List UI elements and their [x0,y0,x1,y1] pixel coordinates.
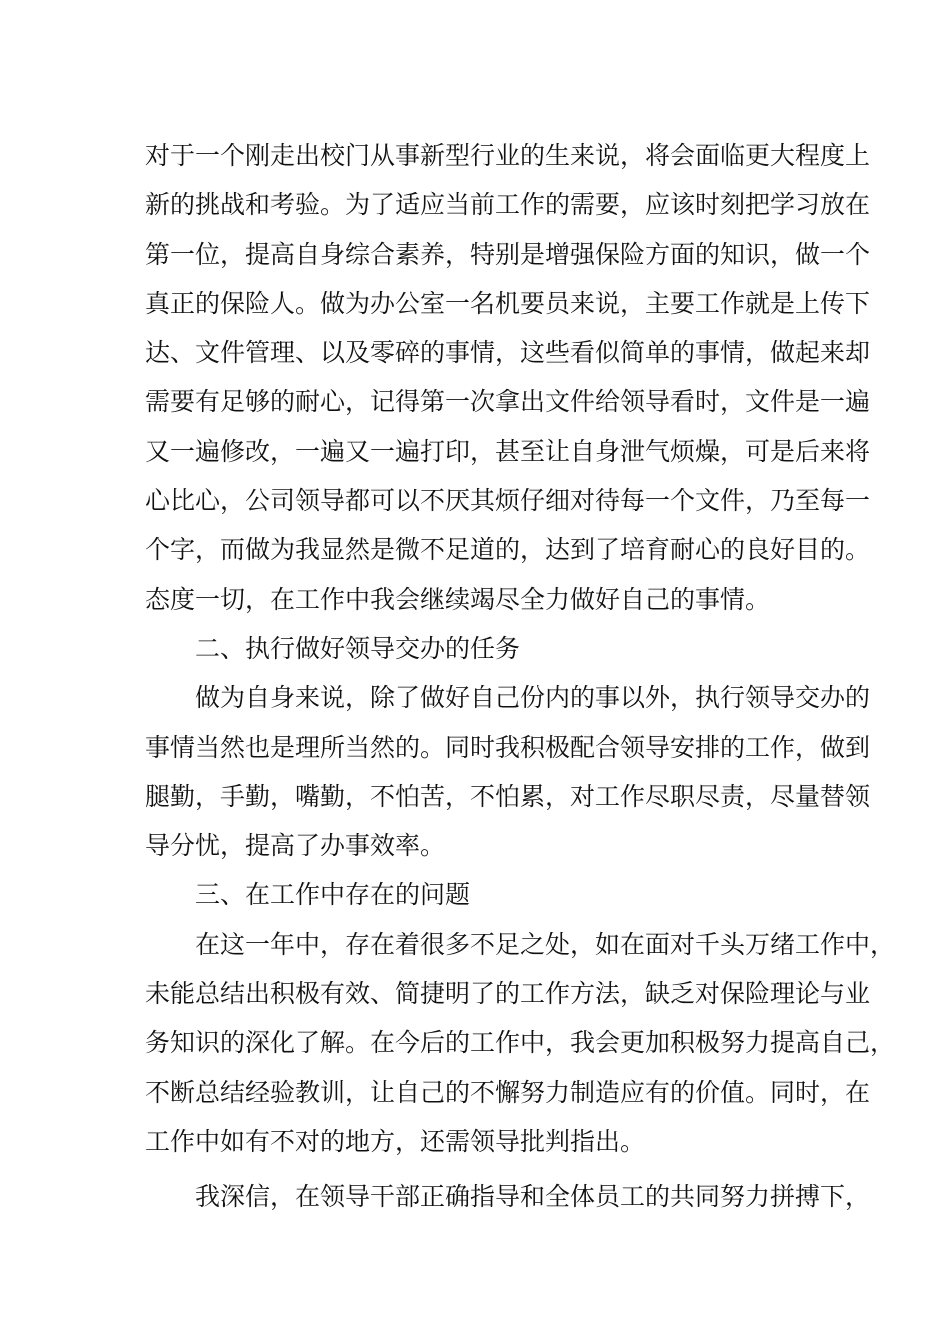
document-body [145,131,896,1222]
paragraph-line: 真正的保险人。做为办公室一名机要员来说，主要工作就是上传下 [145,288,871,318]
paragraph-line: 事情当然也是理所当然的。同时我积极配合领导安排的工作，做到 [145,732,871,762]
paragraph-line: 达、文件管理、以及零碎的事情，这些看似简单的事情，做起来却 [145,338,871,368]
paragraph-line: 态度一切，在工作中我会继续竭尽全力做好自己的事情。 [145,584,771,614]
paragraph-line: 新的挑战和考验。为了适应当前工作的需要，应该时刻把学习放在 [145,190,871,220]
paragraph-line: 对于一个刚走出校门从事新型行业的生来说，将会面临更大程度上 [145,141,871,170]
paragraph-line: 我深信，在领导干部正确指导和全体员工的共同努力拼搏下， [195,1182,871,1212]
section-heading: 三、在工作中存在的问题 [195,880,471,910]
paragraph-line: 务知识的深化了解。在今后的工作中，我会更加积极努力提高自己， [145,1028,896,1058]
paragraph-line: 腿勤，手勤，嘴勤，不怕苦，不怕累，对工作尽职尽责，尽量替领 [145,781,871,811]
paragraph-line: 做为自身来说，除了做好自己份内的事以外，执行领导交办的 [195,683,871,713]
paragraph-line: 第一位，提高自身综合素养，特别是增强保险方面的知识，做一个 [145,239,871,269]
paragraph-line: 又一遍修改，一遍又一遍打印，甚至让自身泄气烦燥，可是后来将 [145,436,871,466]
paragraph-line: 未能总结出积极有效、简捷明了的工作方法，缺乏对保险理论与业 [145,979,871,1009]
paragraph-line: 不断总结经验教训，让自己的不懈努力制造应有的价值。同时，在 [145,1077,871,1107]
paragraph-line: 需要有足够的耐心，记得第一次拿出文件给领导看时，文件是一遍 [145,387,871,417]
paragraph-line: 导分忧，提高了办事效率。 [145,831,446,861]
paragraph-line: 个字，而做为我显然是微不足道的，达到了培育耐心的良好目的。 [145,535,871,565]
paragraph-line: 心比心，公司领导都可以不厌其烦仔细对待每一个文件，乃至每一 [145,486,871,516]
section-heading: 二、执行做好领导交办的任务 [195,633,521,663]
paragraph-line: 在这一年中，存在着很多不足之处，如在面对千头万绪工作中， [195,929,896,959]
paragraph-line: 工作中如有不对的地方，还需领导批判指出。 [145,1126,646,1156]
